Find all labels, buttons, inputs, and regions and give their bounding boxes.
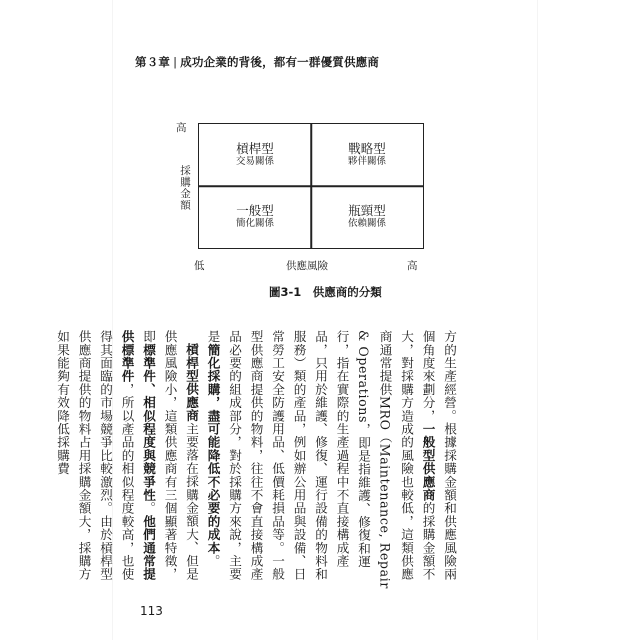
text-run: 。 [141,501,156,515]
paragraph [202,330,460,592]
text-run: 。 [205,554,221,568]
x-axis-high-label: 高 [407,260,418,272]
quadrant-leverage [199,124,311,186]
header-separator: | [173,55,178,69]
chapter-title: 成功企業的背後，都有一群優質供應商 [180,55,380,69]
body-text [55,330,460,592]
text-run: ，所以產品的相似程度較高，也使得其面臨的市場競爭比較激烈。由於槓桿型供應商提供的物料占用採購金額大，採購方如果能夠有效降低採購費 [55,330,135,581]
emphasis-standard-parts: 他們通常提供標準件 [119,330,156,581]
emphasis-leverage-supplier: 槓桿型供應商 [184,343,199,423]
paragraph [52,330,203,592]
y-axis-high-label: 高 [176,122,187,134]
quadrant-matrix [198,123,424,249]
quadrant-bottleneck [311,186,423,248]
quadrant-title: 瓶頸型 [348,203,386,219]
emphasis-general-supplier: 一般型供應商 [420,422,436,502]
page-number: 113 [140,604,163,618]
quadrant-title: 槓桿型 [236,141,274,157]
text-run: 方的生產經營。根據採購金額和供應風險兩個角度來劃分， [420,330,457,581]
emphasis-simplify-purchasing: 簡化採購，盡可能降低不必要的成本 [205,343,221,555]
emphasis-features: 標準件、相似程度與競爭性 [141,343,156,502]
quadrant-subtitle: 簡化關係 [235,218,274,230]
figure-caption: 圖3-1 供應商的分類 [269,285,382,299]
x-axis-low-label: 低 [194,260,205,272]
quadrant-title: 一般型 [236,203,274,219]
y-axis-label: 採購金額 [179,165,191,211]
quadrant-general [199,186,311,248]
quadrant-subtitle: 交易關係 [235,156,274,168]
text-run: 的採購金額不大，對採購方造成的風險也較低，這類供應商通常提供MRO（Maintenance, Repair & Operations，即是指維護、修復和運行，指在實際的生產過程中不直接構成產品，只用於維護、修復、運行設備的物料和服務）類的產品，例如辦公用品與設備、日常勞工安全防護用品、低價耗損品等。一般型供應商提供的物料，往往不會直接構成產品必要的組成部分，對於採購方來說，主要是 [205,330,436,589]
chapter-label: 第３章 [135,55,171,69]
text-run: 主要落在採購金額大、但是供應風險小，這類供應商有三個顯著特徵，即 [141,330,199,581]
quadrant-subtitle: 依賴關係 [347,218,386,230]
quadrant-title: 戰略型 [348,141,386,157]
running-header [135,54,379,70]
x-axis-label: 供應風險 [286,260,328,272]
quadrant-subtitle: 夥伴關係 [347,156,386,168]
supplier-matrix-figure [150,110,440,310]
quadrant-strategic [311,124,423,186]
